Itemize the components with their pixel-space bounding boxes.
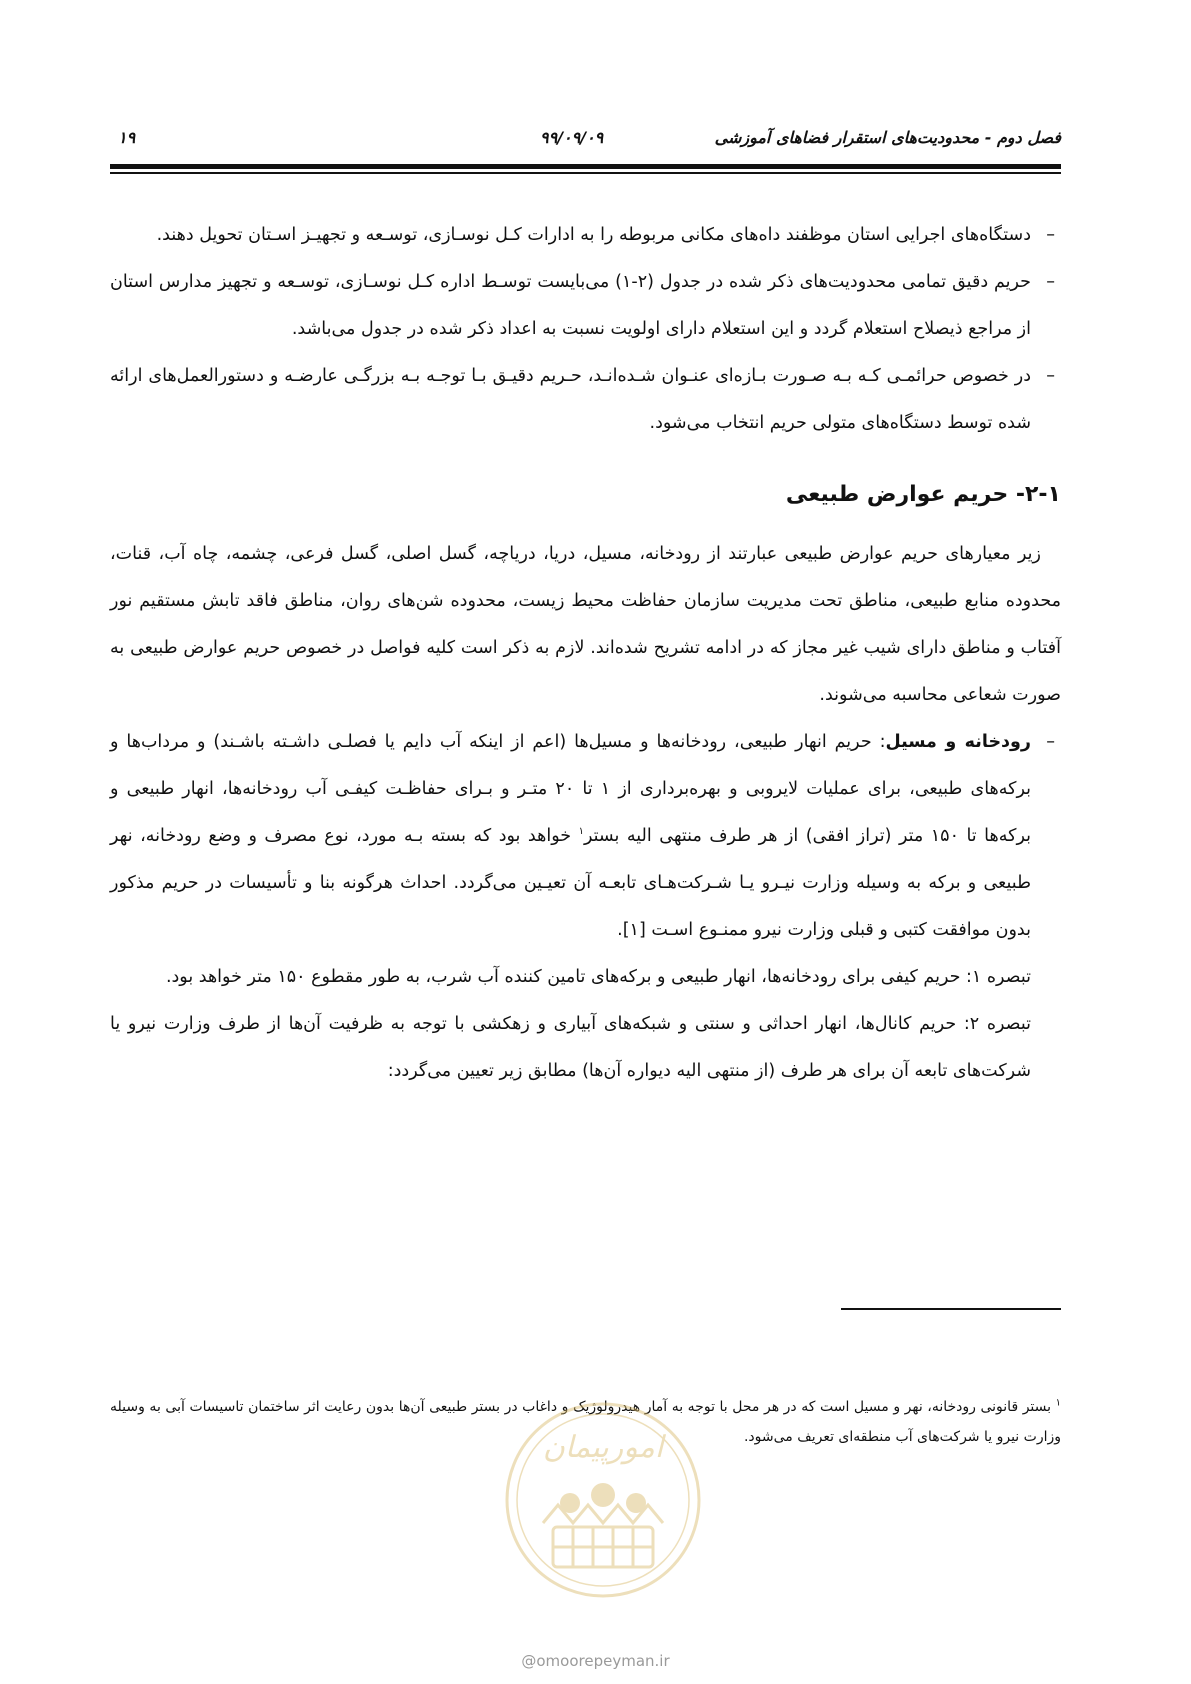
page-number: ۱۹: [118, 128, 136, 147]
watermark-logo-text: امورپیمان: [542, 1430, 664, 1465]
watermark-icon-globe: [626, 1493, 646, 1513]
bullet-item: [110, 353, 1061, 447]
watermark-logo: [498, 1395, 708, 1605]
bullet-text: : حریم انهار طبیعی، رودخانه‌ها و مسیل‌ها (اعم از اینکه آب دایم یا فصلـی داشـته باشـند) و مرداب‌ها و برکه‌های طبیعی، برای عملیات لایروبی و بهره‌برداری از ۱ تا ۲۰ متـر و بـرای حفاظـت کیفـی آب رودخانه‌ها، انهار طبیعی و برکه‌ها تا ۱۵۰ متر (تراز افقی) از هر طرف منتهی الیه بستر: [110, 732, 1032, 846]
bullet-dash: –: [1046, 272, 1055, 292]
header-date: ۹۹/۰۹/۰۹: [540, 128, 604, 147]
bullet-dash: –: [1046, 366, 1055, 386]
running-header: [110, 128, 1061, 156]
section-heading: ۲-۱- حریم عوارض طبیعی: [785, 482, 1061, 507]
watermark-icon-scales: [560, 1493, 580, 1513]
header-rule-thick: [110, 164, 1061, 169]
bullet-text: حریم دقیق تمامی محدودیت‌های ذکر شده در جدول (۲-۱) می‌بایست توسـط اداره کـل نوسـازی، توسـعه و تجهیز مدارس استان از مراجع ذیصلاح استعلام گردد و این استعلام دارای اولویت نسبت به اعداد ذکر شده در جدول می‌باشد.: [110, 272, 1031, 339]
bullet-item: [110, 259, 1061, 353]
header-rule-thin: [110, 172, 1061, 174]
bullet-term: رودخانه و مسیل: [885, 732, 1031, 752]
footnote-text: بستر قانونی رودخانه، نهر و مسیل است که در هر محل با توجه به آمار هیدرولوژیک و داغاب در بستر طبیعی آن‌ها بدون رعایت اثر ساختمان تاسیسات آبی به وسیله وزارت نیرو یا شرکت‌های آب منطقه‌ای تعریف می‌شود.: [110, 1399, 1061, 1445]
section-intro-paragraph: زیر معیارهای حریم عوارض طبیعی عبارتند از رودخانه، مسیل، دریا، دریاچه، گسل اصلی، گسل فرعی، چشمه، چاه آب، قنات، محدوده منابع طبیعی، مناطق تحت مدیریت سازمان حفاظت محیط زیست، محدوده شن‌های روان، مناطق فاقد تابش مستقیم نور آفتاب و مناطق دارای شیب غیر مجاز که در ادامه تشریح شده‌اند. لازم به ذکر است کلیه فواصل در خصوص حریم عوارض طبیعی به صورت شعاعی محاسبه می‌شوند.: [110, 544, 1061, 705]
bullet-dash: –: [1046, 732, 1055, 752]
bullet-item-river: [110, 719, 1061, 954]
note-paragraph-1: تبصره ۱: حریم کیفی برای رودخانه‌ها، انهار طبیعی و برکه‌های تامین کننده آب شرب، به طور مقطوع ۱۵۰ متر خواهد بود.: [165, 967, 1031, 987]
note-paragraph-2: تبصره ۲: حریم کانال‌ها، انهار احداثی و سنتی و شبکه‌های آبیاری و زهکشی با توجه به ظرفیت آن‌ها از طرف وزارت نیرو یا شرکت‌های تابعه آن برای هر طرف (از منتهی الیه دیواره آن‌ها) مطابق زیر تعیین می‌گردد:: [110, 1014, 1031, 1081]
bullet-text-continued: خواهد بود که بسته بـه مورد، نوع مصرف و وضع رودخانه، نهر طبیعی و برکه به وسیله وزارت نیـرو یـا شـرکت‌هـای تابعـه آن تعیـین می‌گردد. احداث هرگونه بنا و تأسیسات در حریم مذکور بدون موافقت کتبی و قبلی وزارت نیرو ممنـوع اسـت [۱].: [110, 826, 1031, 940]
watermark-site: @omoorepeyman.ir: [521, 1652, 670, 1670]
bullet-item: [110, 212, 1061, 259]
watermark-gear-teeth: [543, 1505, 663, 1523]
watermark-icon-person: [591, 1483, 615, 1507]
bullet-text: در خصوص حرائمـی کـه بـه صـورت بـازه‌ای عنـوان شـده‌انـد، حـریم دقیـق بـا توجـه بـه بزرگـی عارضـه و دستورالعمل‌های ارائه شده توسط دستگاه‌های متولی حریم انتخاب می‌شود.: [110, 366, 1031, 433]
header-chapter-title: فصل دوم - محدودیت‌های استقرار فضاهای آموزشی: [714, 128, 1061, 147]
document-body: [110, 212, 1061, 1095]
footnote-reference[interactable]: ۱: [578, 826, 584, 838]
bullet-text: دستگاه‌های اجرایی استان موظفند داه‌های مکانی مربوطه را به ادارات کـل نوسـازی، توسـعه و تجهیـز اسـتان تحویل دهند.: [156, 225, 1031, 245]
bullet-dash: –: [1046, 225, 1055, 245]
footnote-marker: ۱: [1055, 1397, 1061, 1409]
footnote-separator: [841, 1308, 1061, 1310]
